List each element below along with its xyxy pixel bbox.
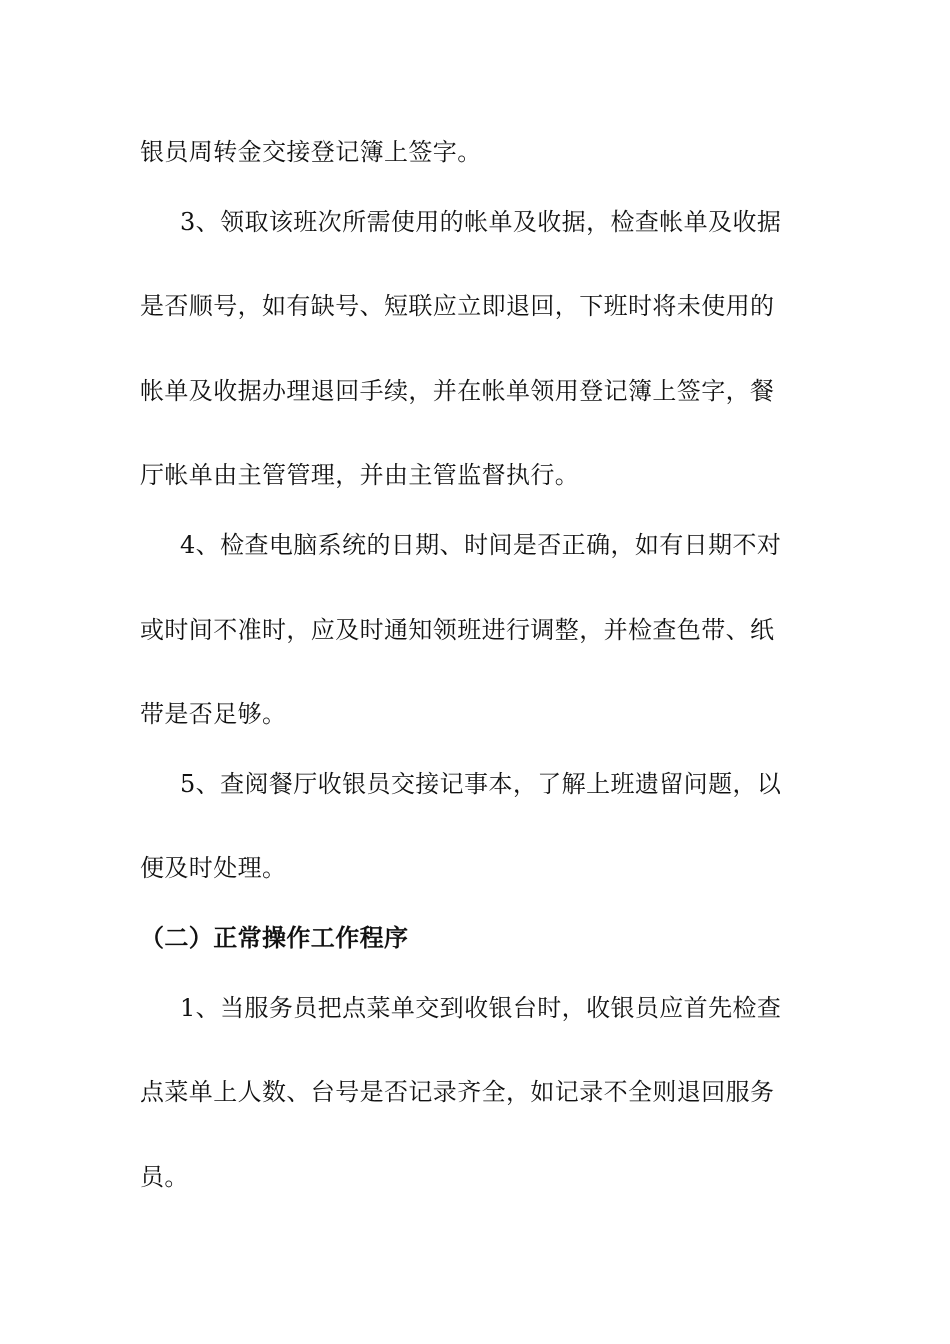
paragraph-line: 员。 (140, 1163, 189, 1191)
paragraph-line: 4、检查电脑系统的日期、时间是否正确，如有日期不对 (180, 531, 782, 559)
paragraph-line: 3、领取该班次所需使用的帐单及收据，检查帐单及收据 (180, 208, 782, 236)
paragraph-line: 帐单及收据办理退回手续，并在帐单领用登记簿上签字，餐 (140, 377, 775, 405)
paragraph-line: 5、查阅餐厅收银员交接记事本，了解上班遗留问题，以 (180, 770, 782, 798)
paragraph-line: 或时间不准时，应及时通知领班进行调整，并检查色带、纸 (140, 616, 775, 644)
paragraph-line: 厅帐单由主管管理，并由主管监督执行。 (140, 461, 580, 489)
paragraph-line: 带是否足够。 (140, 700, 287, 728)
section-heading: （二）正常操作工作程序 (140, 924, 409, 952)
paragraph-line: 便及时处理。 (140, 854, 287, 882)
paragraph-line: 点菜单上人数、台号是否记录齐全，如记录不全则退回服务 (140, 1078, 775, 1106)
paragraph-line: 是否顺号，如有缺号、短联应立即退回，下班时将未使用的 (140, 292, 775, 320)
paragraph-line: 1、当服务员把点菜单交到收银台时，收银员应首先检查 (180, 994, 782, 1022)
paragraph-line: 银员周转金交接登记簿上签字。 (140, 138, 482, 166)
